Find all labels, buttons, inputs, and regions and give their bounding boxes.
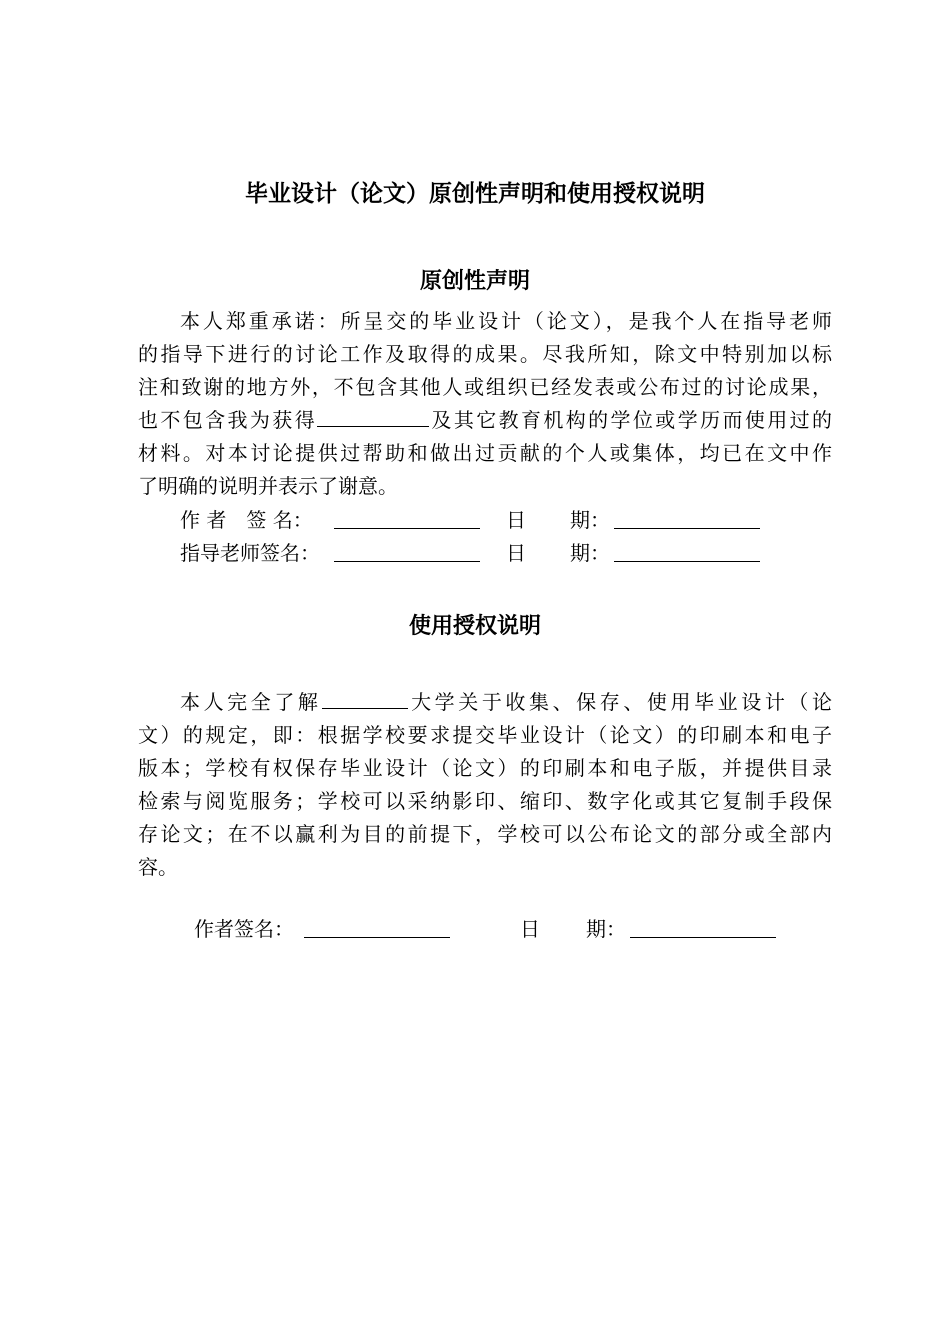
date-label-day: 日 — [506, 508, 526, 532]
originality-line-2: 的指导下进行的讨论工作及取得的成果。尽我所知，除文中特别加以标 — [138, 342, 832, 366]
author-signature-blank[interactable] — [334, 528, 480, 529]
authorization-author-label: 作者签名： — [194, 917, 294, 941]
author-signature-label: 作 者 签 名： — [180, 508, 313, 532]
advisor-signature-blank[interactable] — [334, 561, 480, 562]
advisor-signature-label: 指导老师签名： — [180, 541, 320, 565]
authorization-signature-row — [0, 914, 950, 944]
originality-line-4-end: 及其它教育机构的学位或学历而使用过的 — [429, 408, 833, 432]
date-label-period: 期： — [570, 508, 610, 532]
originality-heading: 原创性声明 — [419, 269, 530, 294]
university-blank[interactable] — [322, 688, 408, 709]
authorization-line-1-end: 大学关于收集、保存、使用毕业设计（论 — [407, 690, 832, 714]
advisor-date-blank[interactable] — [614, 561, 760, 562]
originality-line-3: 注和致谢的地方外，不包含其他人或组织已经发表或公布过的讨论成果， — [138, 375, 832, 399]
originality-line-4-start: 也不包含我为获得 — [138, 408, 318, 432]
originality-line-4 — [138, 404, 832, 437]
authorization-line-6: 容。 — [138, 855, 178, 879]
authorization-heading: 使用授权说明 — [408, 614, 541, 639]
authorization-line-1-start: 本人完全了解 — [180, 690, 322, 714]
authorization-signature-blank[interactable] — [304, 937, 450, 938]
degree-blank[interactable] — [317, 406, 429, 427]
originality-paragraph — [138, 305, 832, 503]
authorization-paragraph — [138, 686, 832, 884]
advisor-signature-row — [0, 538, 950, 568]
authorization-line-1 — [138, 686, 832, 719]
authorization-line-3: 版本；学校有权保存毕业设计（论文）的印刷本和电子版，并提供目录 — [138, 756, 832, 780]
authorization-line-5: 存论文；在不以赢利为目的前提下，学校可以公布论文的部分或全部内 — [138, 822, 832, 846]
originality-line-1: 本人郑重承诺：所呈交的毕业设计（论文），是我个人在指导老师 — [180, 309, 832, 333]
authorization-date-blank[interactable] — [630, 937, 776, 938]
author-date-blank[interactable] — [614, 528, 760, 529]
date-label-day: 日 — [520, 917, 540, 941]
document-title: 毕业设计（论文）原创性声明和使用授权说明 — [245, 181, 705, 207]
date-label-period: 期： — [570, 541, 610, 565]
originality-line-5: 材料。对本讨论提供过帮助和做出过贡献的个人或集体，均已在文中作 — [138, 441, 832, 465]
authorization-line-4: 检索与阅览服务；学校可以采纳影印、缩印、数字化或其它复制手段保 — [138, 789, 832, 813]
authorization-line-2: 文）的规定，即：根据学校要求提交毕业设计（论文）的印刷本和电子 — [138, 723, 832, 747]
author-signature-row — [0, 505, 950, 535]
date-label-period: 期： — [586, 917, 626, 941]
originality-line-6: 了明确的说明并表示了谢意。 — [138, 474, 398, 498]
date-label-day: 日 — [506, 541, 526, 565]
